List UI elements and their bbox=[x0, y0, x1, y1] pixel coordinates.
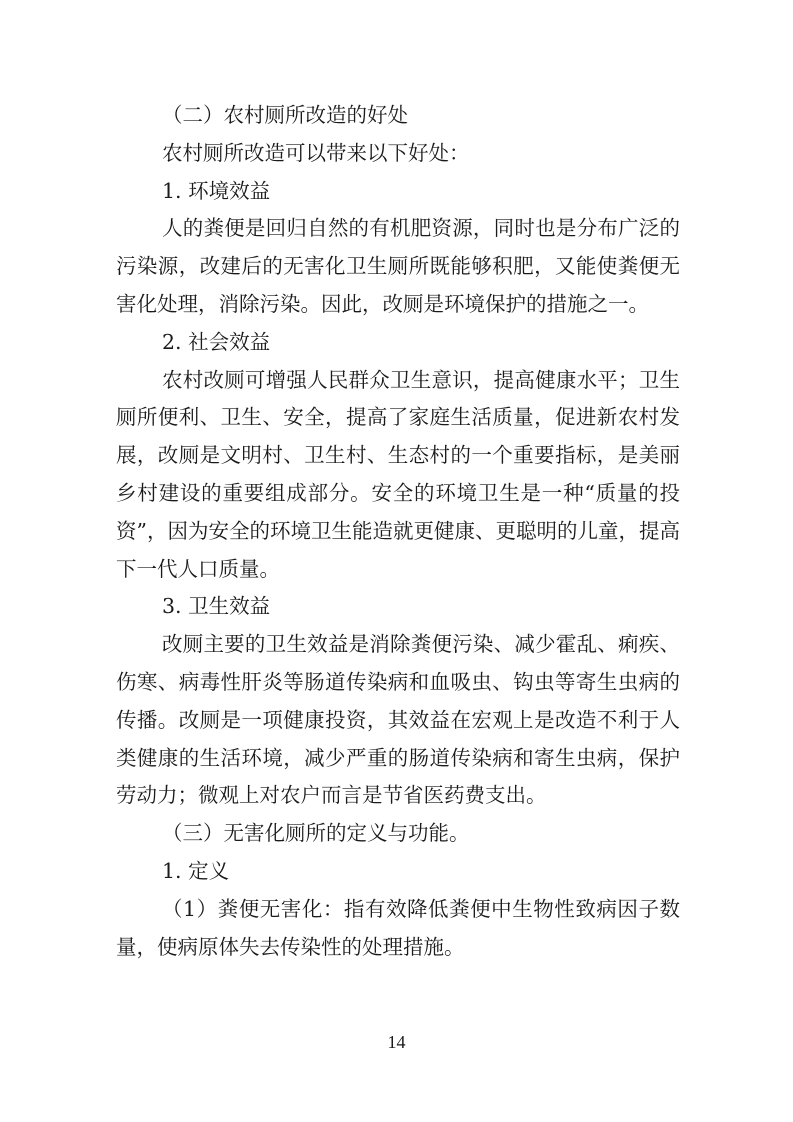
paragraph-feces-harmless-definition: （1）粪便无害化：指有效降低粪便中生物性致病因子数量，使病原体失去传染性的处理措施。 bbox=[116, 896, 680, 959]
subheading-definition: 1. 定义 bbox=[162, 858, 230, 883]
page-body bbox=[116, 97, 680, 966]
section-heading-harmless-toilet: （三）无害化厕所的定义与功能。 bbox=[162, 821, 470, 846]
paragraph-social-benefits: 农村改厕可增强人民群众卫生意识，提高健康水平；卫生厕所便利、卫生、安全，提高了家庭生活质量，促进新农村发展，改厕是文明村、卫生村、生态村的一个重要指标，是美丽乡村建设的重要组成部分。安全的环境卫生是一种“质量的投资”，因为安全的环境卫生能造就更健康、更聪明的儿童，提高下一代人口质量。 bbox=[116, 367, 680, 581]
subheading-environmental-benefits: 1. 环境效益 bbox=[162, 178, 271, 203]
paragraph-health-benefits: 改厕主要的卫生效益是消除粪便污染、减少霍乱、痢疾、伤寒、病毒性肝炎等肠道传染病和血吸虫、钩虫等寄生虫病的传播。改厕是一项健康投资，其效益在宏观上是改造不利于人类健康的生活环境，减少严重的肠道传染病和寄生虫病，保护劳动力；微观上对农户而言是节省医药费支出。 bbox=[116, 632, 680, 808]
paragraph-environmental-benefits: 人的粪便是回归自然的有机肥资源，同时也是分布广泛的污染源，改建后的无害化卫生厕所既能够积肥，又能使粪便无害化处理，消除污染。因此，改厕是环境保护的措施之一。 bbox=[116, 216, 680, 316]
intro-paragraph: 农村厕所改造可以带来以下好处： bbox=[162, 140, 470, 165]
section-heading-toilet-renovation-benefits: （二）农村厕所改造的好处 bbox=[162, 103, 408, 127]
page-number: 14 bbox=[387, 1032, 406, 1052]
subheading-health-benefits: 3. 卫生效益 bbox=[162, 594, 271, 619]
subheading-social-benefits: 2. 社会效益 bbox=[162, 329, 271, 354]
